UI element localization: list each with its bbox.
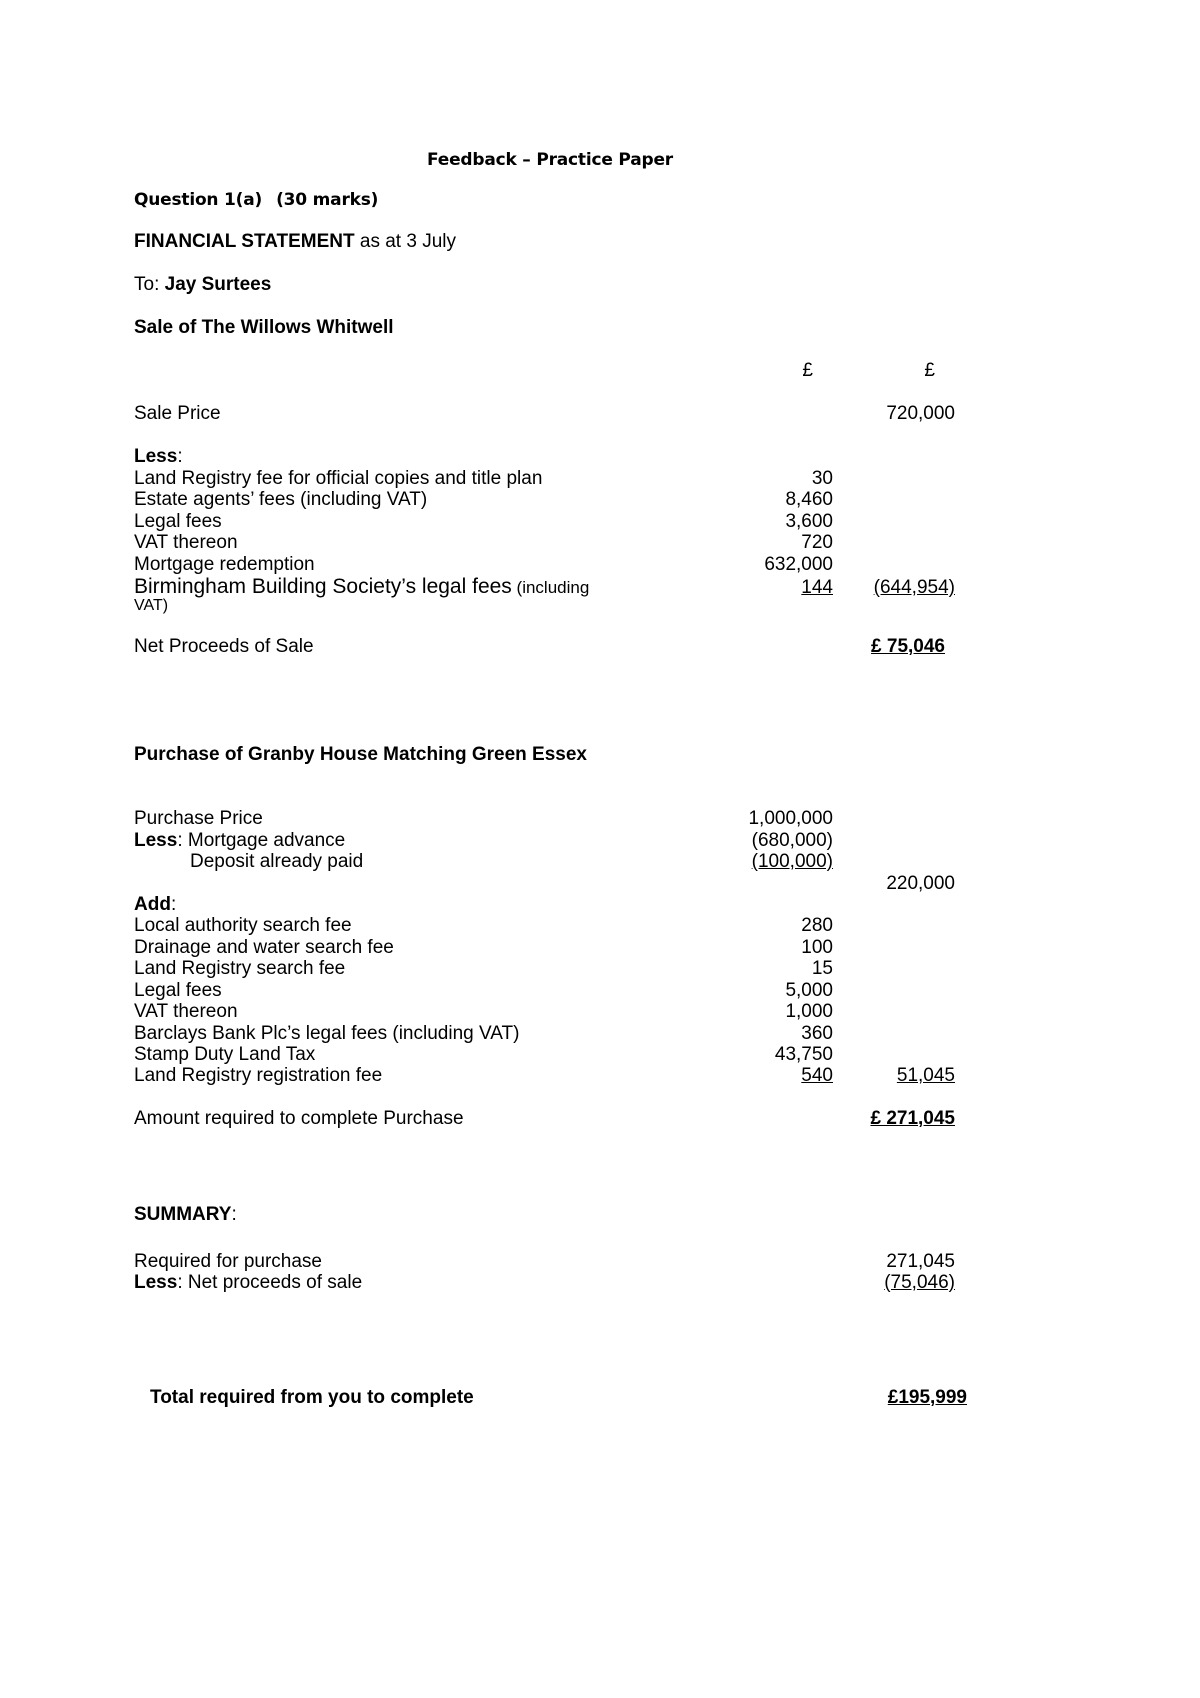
mortgage-advance-label (134, 831, 345, 850)
purchase-subtotal: 220,000 (886, 873, 955, 894)
summary-less-label (134, 1273, 362, 1292)
purchase-item-value: 15 (811, 958, 833, 979)
add-label (134, 895, 176, 914)
bbs-fees-value (783, 578, 833, 597)
bbs-fees-number: 144 (801, 577, 833, 598)
deposit-value: (100,000) (751, 851, 833, 872)
statement-date: as at 3 July (354, 231, 456, 252)
net-proceeds-label: Net Proceeds of Sale (134, 636, 314, 657)
sale-item-label: Estate agents’ fees (including VAT) (134, 489, 428, 510)
purchase-item-value: 280 (801, 915, 833, 936)
deposit-label: Deposit already paid (190, 851, 364, 872)
registration-fee-label: Land Registry registration fee (134, 1065, 383, 1086)
less-word: Less (134, 1272, 178, 1293)
bbs-label-main: Birmingham Building Society’s legal fees (134, 575, 512, 598)
purchase-item-label: VAT thereon (134, 1001, 238, 1022)
purchase-item-value: 100 (801, 937, 833, 958)
total-required-label: Total required from you to complete (150, 1387, 474, 1408)
summary-heading (134, 1205, 237, 1224)
recipient-name: Jay Surtees (164, 274, 272, 295)
question-marks: (30 marks) (276, 190, 379, 210)
additions-total-number: 51,045 (896, 1065, 955, 1086)
purchase-price-value: 1,000,000 (748, 808, 833, 829)
less-word: Less (134, 446, 178, 467)
purchase-item-label: Local authority search fee (134, 915, 352, 936)
sale-item-value: 8,460 (785, 489, 833, 510)
amount-required-value: £ 271,045 (870, 1108, 955, 1129)
less-colon: : (177, 446, 183, 467)
sale-item-label: Legal fees (134, 511, 222, 532)
bbs-fees-label-cont: VAT) (134, 597, 169, 614)
net-proceeds-number: £ 75,046 (871, 636, 945, 657)
registration-fee-number: 540 (801, 1065, 833, 1086)
sale-price-value: 720,000 (886, 403, 955, 424)
total-required-value: £195,999 (887, 1387, 967, 1408)
bbs-fees-label (134, 576, 589, 597)
mortgage-advance-value: (680,000) (751, 830, 833, 851)
purchase-item-label: Drainage and water search fee (134, 937, 394, 958)
summary-net-label-text: : Net proceeds of sale (177, 1272, 363, 1293)
document-title: Feedback – Practice Paper (427, 150, 673, 170)
currency-header-col2: £ (924, 360, 935, 381)
summary-colon: : (231, 1204, 237, 1225)
sale-heading: Sale of The Willows Whitwell (134, 317, 394, 338)
bbs-label-small: (including (511, 578, 590, 597)
mortgage-label-text: : Mortgage advance (177, 830, 346, 851)
statement-label: FINANCIAL STATEMENT (134, 231, 355, 252)
recipient-line (134, 275, 271, 294)
sale-price-label: Sale Price (134, 403, 221, 424)
purchase-item-label: Legal fees (134, 980, 222, 1001)
add-colon: : (170, 894, 177, 915)
sale-item-value: 632,000 (764, 554, 833, 575)
sale-item-label: VAT thereon (134, 532, 238, 553)
purchase-item-label: Barclays Bank Plc’s legal fees (including VAT) (134, 1023, 520, 1044)
sale-item-value: 30 (811, 468, 833, 489)
add-word: Add (134, 894, 171, 915)
sale-item-label: Mortgage redemption (134, 554, 315, 575)
purchase-item-value: 1,000 (785, 1001, 833, 1022)
required-purchase-label: Required for purchase (134, 1251, 322, 1272)
purchase-item-value: 360 (801, 1023, 833, 1044)
summary-word: SUMMARY (134, 1204, 232, 1225)
question-number: Question 1(a) (134, 190, 263, 210)
sale-deductions-total: (644,954) (873, 577, 955, 598)
question-line (134, 192, 378, 209)
purchase-item-value: 5,000 (785, 980, 833, 1001)
sale-less-label (134, 447, 183, 466)
net-proceeds-value (871, 637, 955, 656)
registration-fee-value (783, 1066, 833, 1085)
summary-net-value: (75,046) (884, 1272, 955, 1293)
purchase-heading: Purchase of Granby House Matching Green Essex (134, 744, 587, 765)
sale-item-value: 3,600 (785, 511, 833, 532)
statement-title (134, 232, 456, 251)
sale-item-label: Land Registry fee for official copies and title plan (134, 468, 543, 489)
purchase-additions-total (881, 1066, 955, 1085)
amount-required-label: Amount required to complete Purchase (134, 1108, 464, 1129)
purchase-item-label: Stamp Duty Land Tax (134, 1044, 316, 1065)
currency-header-col1: £ (802, 360, 813, 381)
purchase-item-label: Land Registry search fee (134, 958, 346, 979)
recipient-label: To: (134, 274, 165, 295)
purchase-price-label: Purchase Price (134, 808, 263, 829)
less-word: Less (134, 830, 178, 851)
purchase-item-value: 43,750 (774, 1044, 833, 1065)
required-purchase-value: 271,045 (886, 1251, 955, 1272)
sale-item-value: 720 (801, 532, 833, 553)
